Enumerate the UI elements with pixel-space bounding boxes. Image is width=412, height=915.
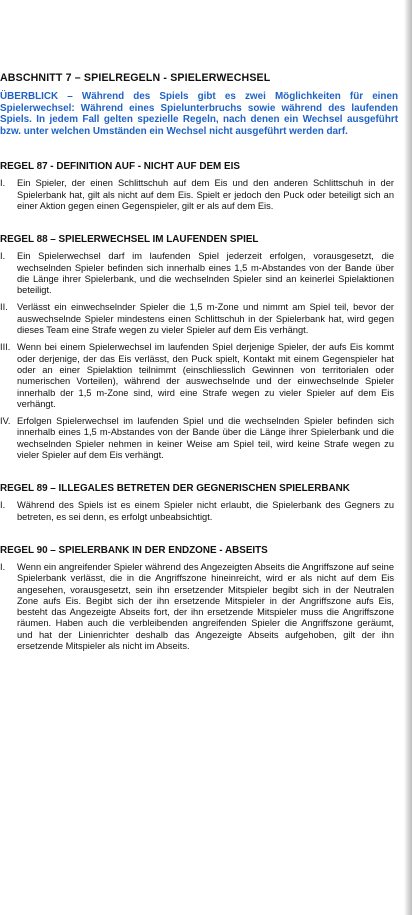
rule-item-text: Verlässt ein einwechselnder Spieler die 1,5 m-Zone und nimmt am Spiel teil, bevor der auswechselnde Spieler mindestens einen Schlittschuh in der Spielerbank hat, wird gegen dieses Team eine Strafe wegen zu vieler Spieler auf dem Eis verhängt.: [17, 302, 394, 336]
rule-item-number: III.: [0, 342, 11, 353]
rule-item-text: Ein Spieler, der einen Schlittschuh auf dem Eis und den anderen Schlittschuh in der Spielerbank hat, gilt als nicht auf dem Eis. Spielt er jedoch den Puck oder beteiligt sich an einer Aktion gegen einen Gegenspieler, gilt er als auf dem Eis.: [17, 178, 394, 211]
rule-item: [0, 562, 400, 652]
rule-item-number: I.: [0, 251, 6, 262]
rule-item: [0, 416, 400, 461]
rule-title: REGEL 87 - DEFINITION AUF - NICHT AUF DEM EIS: [0, 161, 240, 173]
rule-item-text: Wenn bei einem Spielerwechsel im laufenden Spiel derjenige Spieler, der aufs Eis kommt oder derjenige, der das Eis verlässt, den Puck spielt, Kontakt mit einem Gegenspieler hat oder an einer Spielaktion teilnimmt (einschliesslich Gewinnen von territorialen oder numerischen Vorteilen), während der auswechselnde und der einwechselnde Spieler innerhalb der 1,5 m-Zone sind, wird eine Strafe wegen zu vieler Spieler auf dem Eis verhängt.: [17, 342, 394, 409]
section-heading: ABSCHNITT 7 – SPIELREGELN - SPIELERWECHSEL: [0, 72, 271, 84]
rule-item-number: I.: [0, 178, 6, 189]
rule-title: REGEL 89 – ILLEGALES BETRETEN DER GEGNERISCHEN SPIELERBANK: [0, 483, 350, 495]
page-edge-shadow: [404, 0, 412, 915]
rule-item-text: Erfolgen Spielerwechsel im laufenden Spiel und die wechselnden Spieler befinden sich innerhalb eines 1,5 m-Abstandes von der Bande über die Länge ihrer Spielerbank und die wechselnden Spieler nehmen in keiner Weise am Spiel teil, wird keine Strafe wegen zu vieler Spieler auf dem Eis verhängt.: [17, 416, 394, 461]
rule-item: [0, 500, 400, 523]
rule-item: [0, 302, 400, 336]
rule-item-text: Wenn ein angreifender Spieler während des Angezeigten Abseits die Angriffszone auf seine Spielerbank verlässt, die in die Angriffszone hineinreicht, wird er als nicht auf dem Eis angesehen, vorausgesetzt, sein ihn ersetzender Mitspieler begibt sich in der Neutralen Zone aufs Eis. Begibt sich der ihn ersetzende Mitspieler in der Angriffszone aufs Eis, besteht das Angezeigte Abseits fort, der ihn ersetzende Mitspieler muss die Angriffszone räumen. Haben auch die verbleibenden angreifenden Spieler die Angriffszone geräumt, und hat der Linienrichter deshalb das Angezeigte Abseits aufgehoben, gilt der ihn ersetzende Mitspieler als nicht im Abseits.: [17, 561, 394, 651]
rule-item-number: I.: [0, 561, 6, 572]
document-content: [0, 72, 400, 674]
rule-item-number: IV.: [0, 416, 11, 427]
rule-item: [0, 342, 400, 410]
rule-block: [0, 234, 400, 461]
overview-paragraph: ÜBERBLICK – Während des Spiels gibt es zwei Möglichkeiten für einen Spielerwechsel: Während eines Spielunterbruchs sowie während des laufenden Spiels. In jedem Fall gelten spezielle Regeln, nach denen ein Wechsel ausgeführt bzw. unter welchen Umständen ein Wechsel nicht ausgeführt werden darf.: [0, 91, 398, 137]
rule-item: [0, 251, 400, 296]
rule-item-text: Während des Spiels ist es einem Spieler nicht erlaubt, die Spielerbank des Gegners zu betreten, es sei denn, es erfolgt unbeabsichtigt.: [17, 500, 394, 522]
rules-list: [0, 161, 400, 652]
rule-block: [0, 483, 400, 523]
rule-block: [0, 545, 400, 652]
rule-item: [0, 178, 400, 212]
rule-item-number: II.: [0, 302, 8, 313]
rule-item-text: Ein Spielerwechsel darf im laufenden Spiel jederzeit erfolgen, vorausgesetzt, die wechselnden Spieler befinden sich innerhalb eines 1,5 m-Abstandes von der Bande über die Länge ihrer Spielerbank, und die wechselnden Spieler sind an keinerlei Spielaktionen beteiligt.: [17, 251, 394, 296]
rule-block: [0, 161, 400, 212]
rule-item-number: I.: [0, 500, 6, 511]
rule-title: REGEL 90 – SPIELERBANK IN DER ENDZONE - ABSEITS: [0, 544, 268, 556]
rule-title: REGEL 88 – SPIELERWECHSEL IM LAUFENDEN SPIEL: [0, 234, 259, 246]
